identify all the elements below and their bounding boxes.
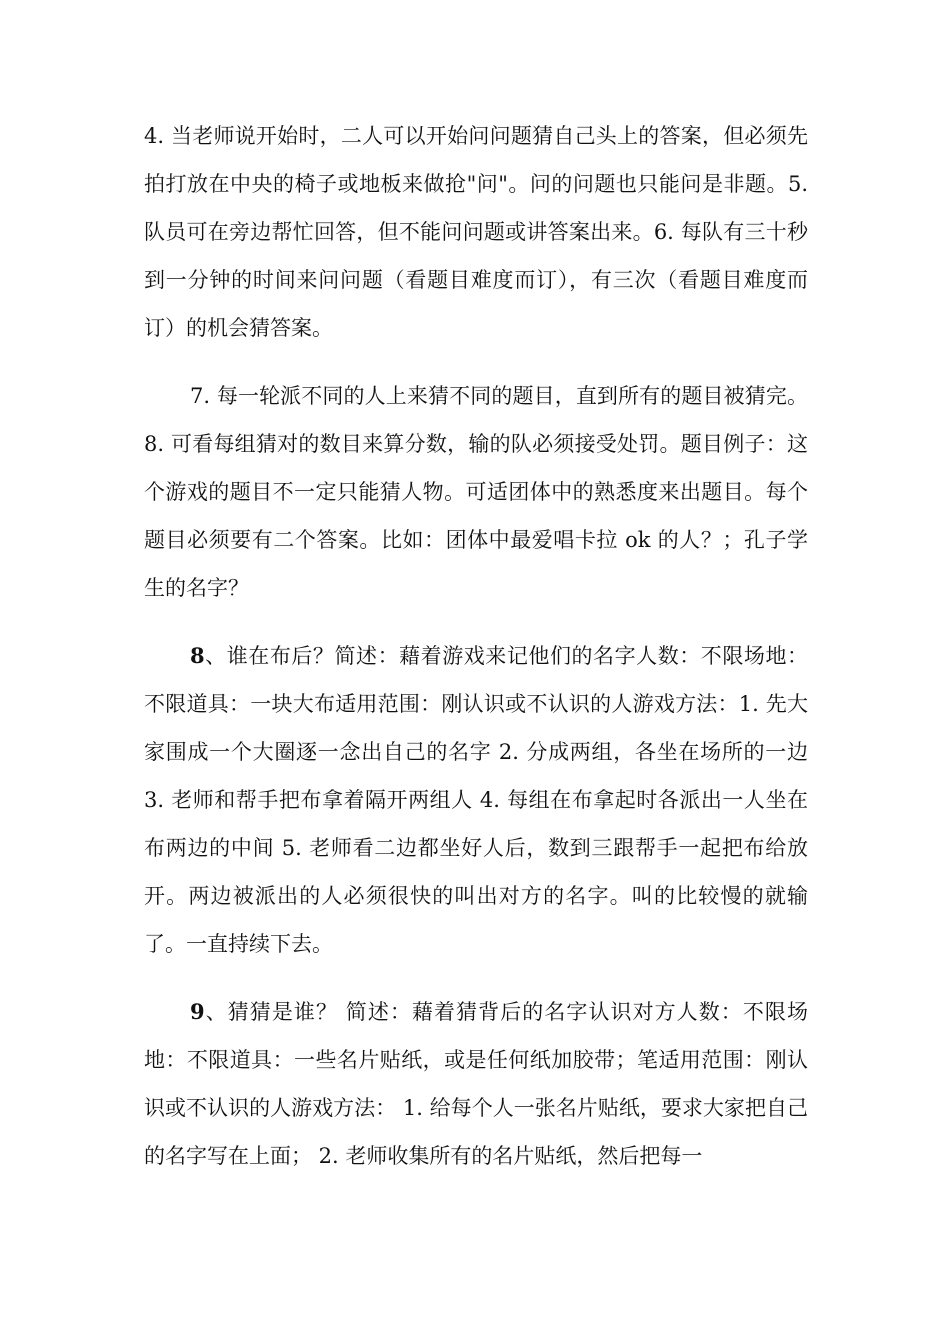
document-body bbox=[144, 112, 808, 1200]
paragraph-text: 、猜猜是谁？ 简述：藉着猜背后的名字认识对方人数：不限场地：不限道具：一些名片贴纸，或是任何纸加胶带；笔适用范围：刚认识或不认识的人游戏方法： 1. 给每个人一张名片贴纸，要求大家把自己的名字写在上面； 2. 老师收集所有的名片贴纸，然后把每一 bbox=[144, 1000, 808, 1168]
section-number: 8 bbox=[190, 643, 205, 668]
paragraph-text: 、谁在布后？简述：藉着游戏来记他们的名字人数：不限场地：不限道具：一块大布适用范围：刚认识或不认识的人游戏方法：1. 先大家围成一个大圈逐一念出自己的名字 2. 分成两组，各坐在场所的一边 3. 老师和帮手把布拿着隔开两组人 4. 每组在布拿起时各派出一人坐在布两边的中间 5. 老师看二边都坐好人后，数到三跟帮手一起把布给放开。两边被派出的人必须很快的叫出对方的名字。叫的比较慢的就输了。一直持续下去。 bbox=[144, 644, 808, 956]
paragraph-game-9 bbox=[144, 988, 808, 1180]
paragraph-rules-4-6 bbox=[144, 112, 808, 352]
paragraph-text: 7. 每一轮派不同的人上来猜不同的题目，直到所有的题目被猜完。8. 可看每组猜对的数目来算分数，输的队必须接受处罚。题目例子：这个游戏的题目不一定只能猜人物。可适团体中的熟悉度来出题目。每个题目必须要有二个答案。比如：团体中最爱唱卡拉 ok 的人？；孔子学生的名字？ bbox=[144, 384, 808, 600]
section-number: 9 bbox=[190, 999, 205, 1024]
paragraph-game-8 bbox=[144, 632, 808, 968]
paragraph-rules-7-8 bbox=[144, 372, 808, 612]
paragraph-text: 4. 当老师说开始时，二人可以开始问问题猜自己头上的答案，但必须先拍打放在中央的椅子或地板来做抢"问"。问的问题也只能问是非题。5. 队员可在旁边帮忙回答，但不能问问题或讲答案出来。6. 每队有三十秒到一分钟的时间来问问题（看题目难度而订），有三次（看题目难度而订）的机会猜答案。 bbox=[144, 124, 808, 340]
